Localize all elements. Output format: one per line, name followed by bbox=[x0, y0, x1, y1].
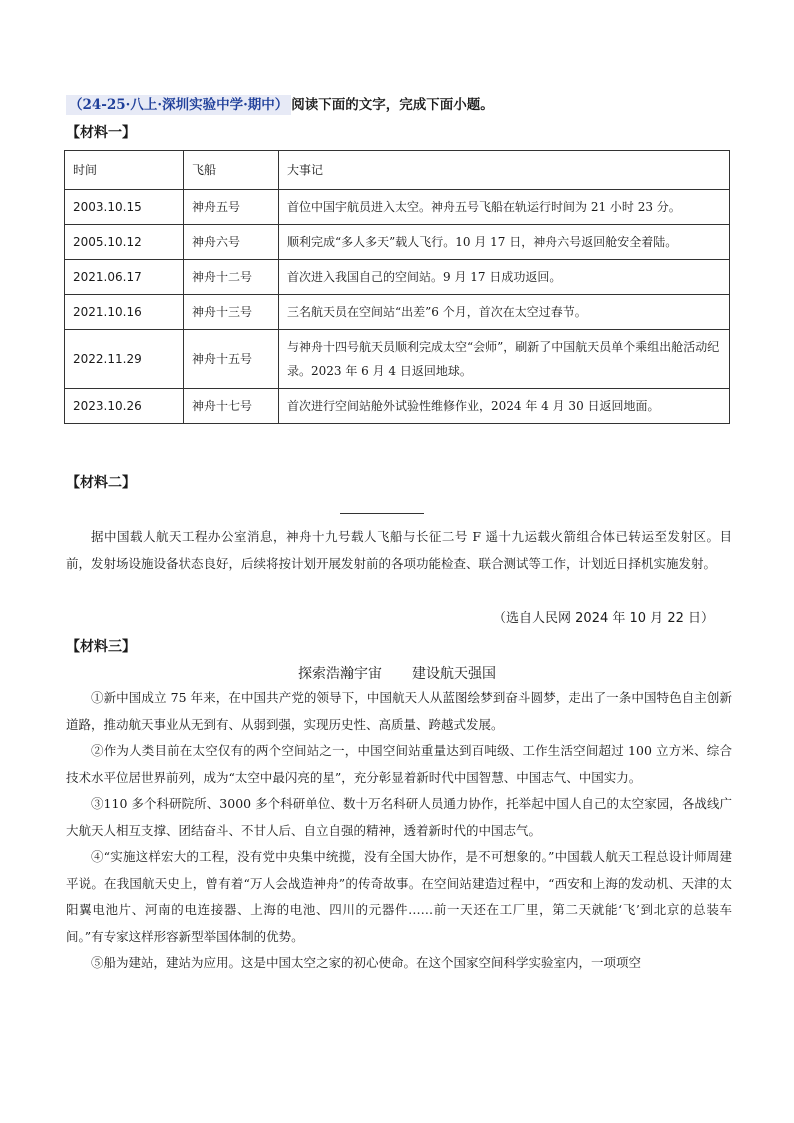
question-source-tag: （24-25·八上·深圳实验中学·期中） bbox=[66, 95, 291, 115]
paragraph: ⑤船为建站，建站为应用。这是中国太空之家的初心使命。在这个国家空间科学实验室内，一项项空 bbox=[91, 955, 642, 970]
events-table bbox=[64, 150, 730, 424]
cell-ship: 神舟十二号 bbox=[184, 260, 279, 295]
material3-body bbox=[66, 685, 732, 977]
material3-label: 【材料三】 bbox=[66, 639, 136, 655]
table-row bbox=[65, 190, 730, 225]
question-header bbox=[66, 96, 494, 114]
cell-ship: 神舟十七号 bbox=[184, 389, 279, 424]
cell-date: 2021.10.16 bbox=[65, 295, 184, 330]
cell-ship: 神舟十五号 bbox=[184, 330, 279, 389]
cell-date: 2003.10.15 bbox=[65, 190, 184, 225]
cell-date: 2021.06.17 bbox=[65, 260, 184, 295]
header-ship: 飞船 bbox=[184, 151, 279, 190]
question-prompt: 阅读下面的文字，完成下面小题。 bbox=[291, 97, 494, 113]
cell-event: 三名航天员在空间站“出差”6 个月，首次在太空过春节。 bbox=[279, 295, 730, 330]
table-row bbox=[65, 260, 730, 295]
cell-event: 首次进行空间站舱外试验性维修作业，2024 年 4 月 30 日返回地面。 bbox=[279, 389, 730, 424]
table-row bbox=[65, 330, 730, 389]
table-row bbox=[65, 389, 730, 424]
material3-title-part2: 建设航天强国 bbox=[412, 666, 496, 682]
paragraph: ②作为人类目前在太空仅有的两个空间站之一，中国空间站重量达到百吨级、工作生活空间超过 100 立方米、综合技术水平位居世界前列，成为“太空中最闪亮的星”，充分彰显着新时代中国智慧、中国志气、中国实力。 bbox=[66, 743, 732, 785]
table-row bbox=[65, 295, 730, 330]
cell-event: 首位中国宇航员进入太空。神舟五号飞船在轨运行时间为 21 小时 23 分。 bbox=[279, 190, 730, 225]
paragraph: ①新中国成立 75 年来，在中国共产党的领导下，中国航天人从蓝图绘梦到奋斗圆梦，走出了一条中国特色自主创新道路，推动航天事业从无到有、从弱到强，实现历史性、高质量、跨越式发展。 bbox=[66, 690, 732, 732]
table-header-row bbox=[65, 151, 730, 190]
material2-label: 【材料二】 bbox=[66, 475, 136, 491]
material1-label: 【材料一】 bbox=[66, 125, 136, 141]
cell-date: 2023.10.26 bbox=[65, 389, 184, 424]
cell-ship: 神舟六号 bbox=[184, 225, 279, 260]
cell-event: 首次进入我国自己的空间站。9 月 17 日成功返回。 bbox=[279, 260, 730, 295]
table-row bbox=[65, 225, 730, 260]
title-blank-line bbox=[340, 513, 424, 514]
material3-title-part1: 探索浩瀚宇宙 bbox=[298, 666, 382, 682]
material3-title bbox=[0, 663, 794, 683]
cell-event: 顺利完成“多人多天”载人飞行。10 月 17 日，神舟六号返回舱安全着陆。 bbox=[279, 225, 730, 260]
material2-source: （选自人民网 2024 年 10 月 22 日） bbox=[493, 611, 714, 626]
header-time: 时间 bbox=[65, 151, 184, 190]
material2-text: 据中国载人航天工程办公室消息，神舟十九号载人飞船与长征二号 F 遥十九运载火箭组合体已转运至发射区。目前，发射场设施设备状态良好，后续将按计划开展发射前的各项功能检查、联合测试等工作，计划近日择机实施发射。 bbox=[66, 529, 732, 571]
cell-ship: 神舟五号 bbox=[184, 190, 279, 225]
header-events: 大事记 bbox=[279, 151, 730, 190]
paragraph: ④“实施这样宏大的工程，没有党中央集中统揽，没有全国大协作，是不可想象的。”中国载人航天工程总设计师周建平说。在我国航天史上，曾有着“万人会战造神舟”的传奇故事。在空间站建造过程中，“西安和上海的发动机、天津的太阳翼电池片、河南的电连接器、上海的电池、四川的元器件……前一天还在工厂里，第二天就能‘飞’到北京的总装车间。”有专家这样形容新型举国体制的优势。 bbox=[66, 849, 732, 944]
cell-date: 2022.11.29 bbox=[65, 330, 184, 389]
cell-date: 2005.10.12 bbox=[65, 225, 184, 260]
cell-event: 与神舟十四号航天员顺利完成太空“会师”，刷新了中国航天员单个乘组出舱活动纪录。2023 年 6 月 4 日返回地球。 bbox=[279, 330, 730, 389]
cell-ship: 神舟十三号 bbox=[184, 295, 279, 330]
paragraph: ③110 多个科研院所、3000 多个科研单位、数十万名科研人员通力协作，托举起中国人自己的太空家园，各战线广大航天人相互支撑、团结奋斗、不甘人后、自立自强的精神，透着新时代的中国志气。 bbox=[66, 796, 732, 838]
